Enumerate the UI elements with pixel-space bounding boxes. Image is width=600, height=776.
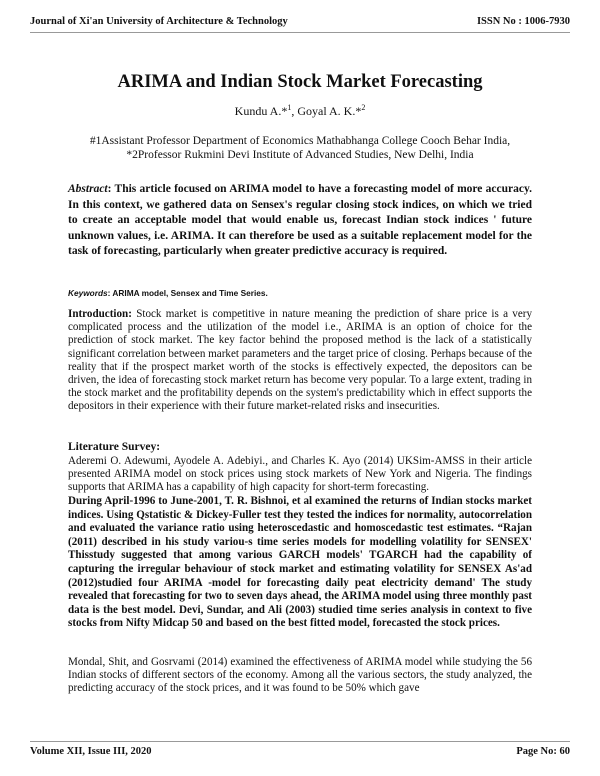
volume-issue: Volume XII, Issue III, 2020 xyxy=(30,746,152,757)
literature-paragraph-2: During April-1996 to June-2001, T. R. Bishnoi, et al examined the returns of Indian stocks market indices. Using Qstatistic & Dickey-Fuller test they tested the indices for normality, autocorrelation and evaluated the variance ratio using heteroscedastic and homoscedastic test estimates. “Rajan (2011) described in his study variou-s time series models for modelling volatility for SENSEX' Thisstudy suggested that among various GARCH models' TGARCH had the capability of capturing the irregular behaviour of stock market and estimating volatility for SENSEX As'ad (2012)studied four ARIMA -model for forecasting daily peat electricity demand' The study revealed that forecasting for two to seven days ahead, the ARIMA model using three monthly past data is the best model. Devi, Sundar, and Ali (2003) studied time series analysis in context to five stocks from Nifty Midcap 50 and based on the best fitted model, forecasted the stock prices. xyxy=(68,495,532,630)
affiliation-1: #1Assistant Professor Department of Economics Mathabhanga College Cooch Behar India, xyxy=(89,135,511,147)
literature-survey-heading: Literature Survey: xyxy=(68,441,161,453)
mondal-paragraph: Mondal, Shit, and Gosrvami (2014) examined the effectiveness of ARIMA model while studying the 56 Indian stocks of different sectors of the economy. Among all the various sectors, the study analyzed, the predicting accuracy of the stock prices, and it was found to be 50% which gave xyxy=(68,656,532,695)
literature-paragraph-1: Aderemi O. Adewumi, Ayodele A. Adebiyi., and Charles K. Ayo (2014) UKSim-AMSS in their article presented ARIMA model on stock prices using stock markets of New York and Nigeria. The findings supports that ARIMA has a capability of high capacity for short-term forecasting. xyxy=(68,455,532,493)
introduction-text: Stock market is competitive in nature meaning the prediction of share price is a very complicated process and the utilization of the model i.e., ARIMA is an option of choice for the prediction of stock market. The key factor behind the proposed method is the lack of a statistically significant correlation between market parameters and the target price of closing. Perhaps because of the reality that if the prospect market worth of the stocks is effectively expected, the depositors can be driven, the idea of forecasting stock market return has become very popular. To a large extent, trading in the stock market and the profitability depends on the system's predictability which in effect supports the depositors in their experience with their future market-related risks and insecurities. xyxy=(68,308,533,413)
issn-number: ISSN No : 1006-7930 xyxy=(476,16,570,27)
running-header xyxy=(30,16,570,27)
paper-title: ARIMA and Indian Stock Market Forecasting xyxy=(117,72,483,92)
author-2-sup: 2 xyxy=(361,103,366,112)
author-1: Kundu A.* xyxy=(234,104,288,118)
footer-divider xyxy=(30,741,570,742)
keywords xyxy=(68,288,532,298)
introduction-paragraph xyxy=(68,308,532,414)
abstract xyxy=(68,182,532,260)
keywords-label: Keywords xyxy=(68,288,108,298)
keywords-text: : ARIMA model, Sensex and Time Series. xyxy=(107,288,268,298)
page-number: Page No: 60 xyxy=(516,746,570,757)
abstract-label: Abstract xyxy=(68,183,108,195)
author-line xyxy=(30,103,570,119)
running-footer xyxy=(30,746,570,757)
author-2: Goyal A. K.* xyxy=(297,104,362,118)
journal-name: Journal of Xi'an University of Architecture & Technology xyxy=(30,16,288,27)
abstract-text: : This article focused on ARIMA model to have a forecasting model of more accuracy. In this context, we gathered data on Sensex's regular closing stock indices, on which we tried to create an acceptable model that would enable us, forecast Indian stock indices ' future unknown values, i.e. ARIMA. It can therefore be used as a suitable replacement model for the task of forecasting, particularly when greater predictive accuracy is required. xyxy=(68,183,532,257)
introduction-label: Introduction: xyxy=(68,308,132,320)
author-1-sup: 1 xyxy=(287,103,292,112)
affiliations xyxy=(60,134,540,162)
header-divider xyxy=(30,32,570,33)
author-separator: , xyxy=(291,104,298,118)
affiliation-2: *2Professor Rukmini Devi Institute of Advanced Studies, New Delhi, India xyxy=(126,149,474,161)
